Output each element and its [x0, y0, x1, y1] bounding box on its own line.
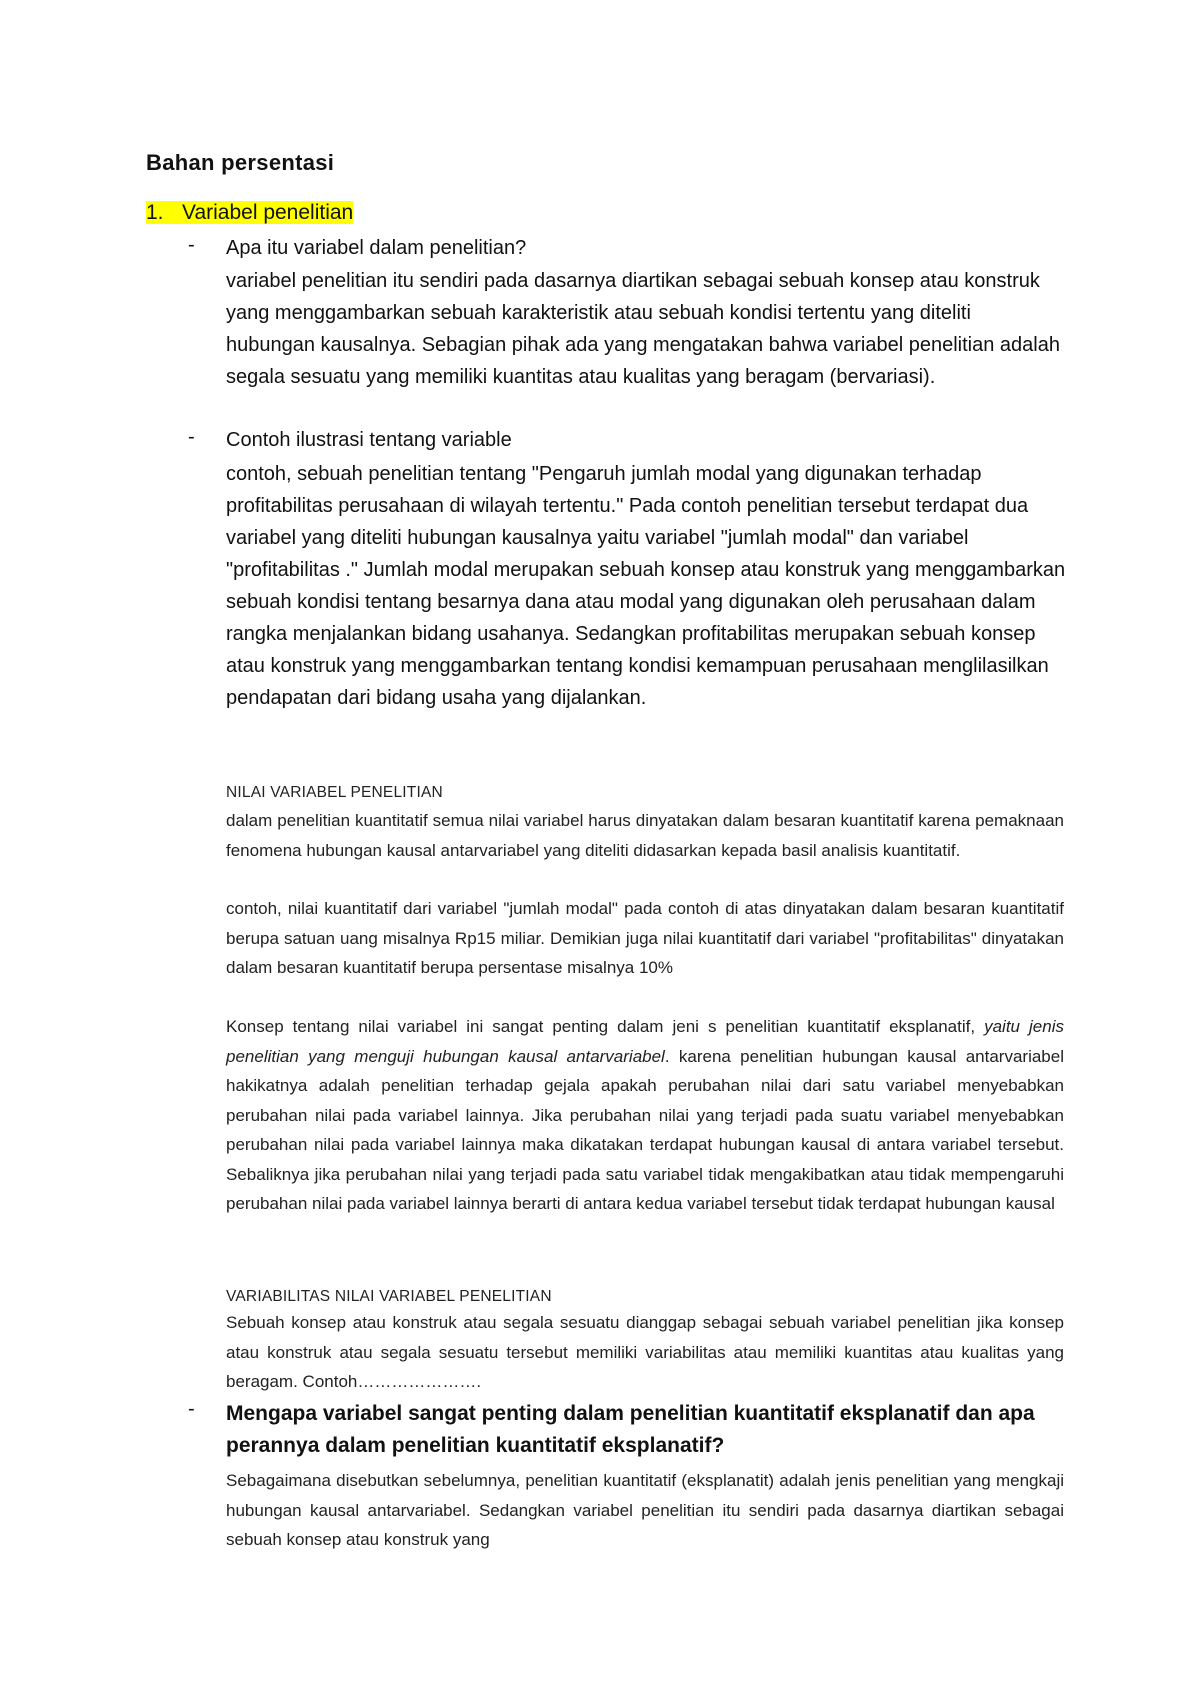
section-heading — [146, 200, 353, 226]
paragraph-text: . karena penelitian hubungan kausal antarvariabel hakikatnya adalah penelitian terhadap gejala apakah perubahan nilai dari satu variabel menyebabkan perubahan nilai pada variabel lainnya. Jika perubahan nilai yang terjadi pada suatu variabel menyebabkan perubahan nilai pada variabel lainnya maka dikatakan terdapat hubungan kausal di antara variabel tersebut. Sebaliknya jika perubahan nilai yang terjadi pada satu variabel tidak mengakibatkan atau tidak mempengaruhi perubahan nilai pada variabel lainnya berarti di antara kedua variabel tersebut tidak terdapat hubungan kausal — [226, 1046, 1064, 1213]
subsection-title: VARIABILITAS NILAI VARIABEL PENELITIAN — [226, 1288, 552, 1305]
bullet-answer: variabel penelitian itu sendiri pada dasarnya diartikan sebagai sebuah konsep atau konstruk yang menggambarkan sebuah karakteristik atau sebuah kondisi tertentu yang diteliti hubungan kausalnya. Sebagian pihak ada yang mengatakan bahwa variabel penelitian adalah segala sesuatu yang memiliki kuantitas atau kualitas yang beragam (bervariasi). — [226, 270, 1060, 388]
paragraph-text: Konsep tentang nilai variabel ini sangat penting dalam jeni s penelitian kuantitatif eksplanatif, — [226, 1017, 985, 1036]
bullet-dash: - — [188, 234, 195, 256]
bullet-dash: - — [188, 1398, 195, 1420]
paragraph: Sebuah konsep atau konstruk atau segala sesuatu dianggap sebagai sebuah variabel penelitian jika konsep atau konstruk atau segala sesuatu tersebut memiliki variabilitas atau memiliki kuantitas atau kualitas yang beragam. Contoh…………………. — [226, 1313, 1064, 1391]
bullet-question: Mengapa variabel sangat penting dalam penelitian kuantitatif eksplanatif dan apa perannya dalam penelitian kuantitatif eksplanatif? — [226, 1402, 1035, 1457]
section-number: 1. — [146, 201, 164, 224]
subsection-title: NILAI VARIABEL PENELITIAN — [226, 784, 443, 801]
section-title: Variabel penelitian — [182, 201, 354, 224]
paragraph-italic-text: yaitu jenis penelitian yang menguji hubungan kausal antarvariabel — [226, 1017, 1064, 1066]
bullet-answer: Sebagaimana disebutkan sebelumnya, penelitian kuantitatif (eksplanatit) adalah jenis penelitian yang mengkaji hubungan kausal antarvariabel. Sedangkan variabel penelitian itu sendiri pada dasarnya diartikan sebagai sebuah konsep atau konstruk yang — [226, 1471, 1064, 1549]
section-heading-highlight — [146, 201, 353, 224]
document-title: Bahan persentasi — [146, 150, 335, 175]
bullet-question: Apa itu variabel dalam penelitian? — [226, 237, 527, 259]
bullet-dash: - — [188, 426, 195, 448]
paragraph: contoh, nilai kuantitatif dari variabel "jumlah modal" pada contoh di atas dinyatakan dalam besaran kuantitatif berupa satuan uang misalnya Rp15 miliar. Demikian juga nilai kuantitatif dari variabel "profitabilitas" dinyatakan dalam besaran kuantitatif berupa persentase misalnya 10% — [226, 899, 1064, 977]
bullet-answer: contoh, sebuah penelitian tentang "Pengaruh jumlah modal yang digunakan terhadap profitabilitas perusahaan di wilayah tertentu." Pada contoh penelitian tersebut terdapat dua variabel yang diteliti hubungan kausalnya yaitu variabel "jumlah modal" dan variabel "profitabilitas ." Jumlah modal merupakan sebuah konsep atau konstruk yang menggambarkan sebuah kondisi tentang besarnya dana atau modal yang digunakan oleh perusahaan dalam rangka menjalankan bidang usahanya. Sedangkan profitabilitas merupakan sebuah konsep atau konstruk yang menggambarkan tentang kondisi kemampuan perusahaan menglilasilkan pendapatan dari bidang usaha yang dijalankan. — [226, 463, 1066, 709]
paragraph — [226, 1012, 1064, 1219]
bullet-question: Contoh ilustrasi tentang variable — [226, 429, 512, 451]
paragraph: dalam penelitian kuantitatif semua nilai variabel harus dinyatakan dalam besaran kuantitatif karena pemaknaan fenomena hubungan kausal antarvariabel yang diteliti didasarkan kepada basil analisis kuantitatif. — [226, 811, 1064, 860]
